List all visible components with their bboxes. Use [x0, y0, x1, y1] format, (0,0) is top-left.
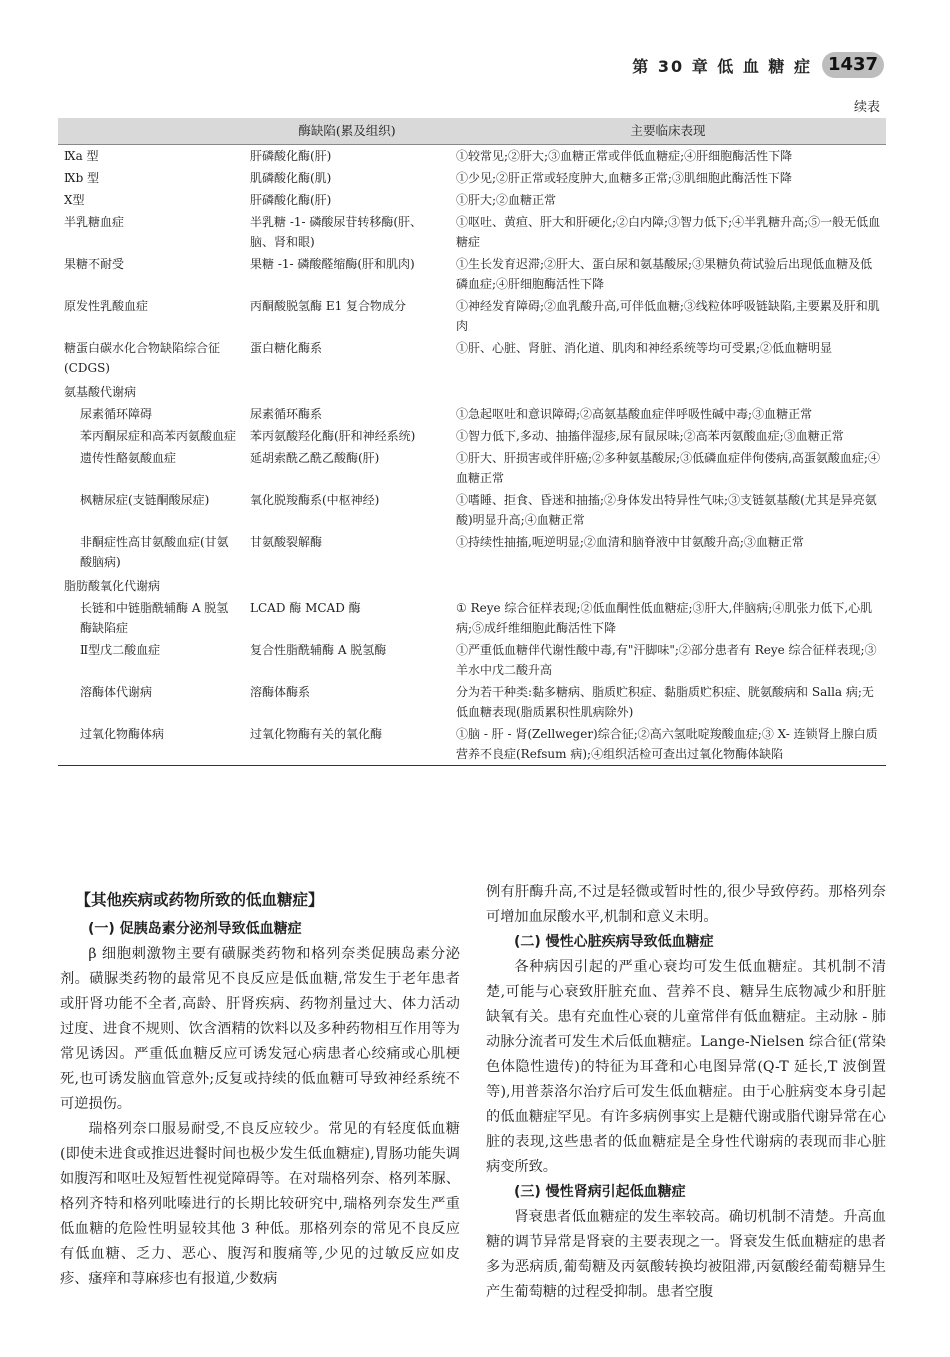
cell-disease: 溶酶体代谢病: [80, 685, 153, 699]
cell-disease: 过氧化物酶体病: [80, 727, 165, 741]
cell-enzyme: 延胡索酰乙酰乙酸酶(肝): [250, 451, 380, 465]
cell-disease: Ⅸa 型: [64, 149, 99, 163]
cell-disease: Ⅹ型: [64, 193, 85, 207]
cell-clinical: [450, 573, 886, 597]
paragraph: 各种病因引起的严重心衰均可发生低血糖症。其机制不清楚,可能与心衰致肝脏充血、营养不良、糖异生底物减少和肝脏缺氧有关。患有充血性心衰的儿童常伴有低血糖症。主动脉 - 肺动脉分流者可发生术后低血糖症。Lange-Nielsen 综合征(常染色体隐性遗传)的特征为耳聋和心电图异常(Q-T 延长,T 波倒置等),用普萘洛尔治疗后可发生低血糖症。由于心脏病变本身引起的低血糖症罕见。有许多病例事实上是糖代谢或脂代谢异常在心脏的表现,这些患者的低血糖症是全身性代谢病的表现而非心脏病变所致。: [486, 959, 886, 1175]
table-header-row: [58, 118, 886, 145]
cell-clinical: ①智力低下,多动、抽搐伴湿疹,尿有鼠尿味;②高苯丙氨酸血症;③血糖正常: [456, 429, 844, 443]
paragraph: 瑞格列奈口服易耐受,不良反应较少。常见的有轻度低血糖(即使未进食或推迟进餐时间也极少发生低血糖症),胃肠功能失调如腹泻和呕吐及短暂性视觉障碍等。在对瑞格列奈、格列苯脲、格列齐特和格列吡嗪进行的长期比较研究中,瑞格列奈发生严重低血糖的危险性明显较其他 3 种低。那格列奈的常见不良反应有低血糖、乏力、恶心、腹泻和腹痛等,少见的过敏反应如皮疹、瘙痒和荨麻疹也有报道,少数病: [60, 1121, 460, 1287]
cell-clinical: ①急起呕吐和意识障碍;②高氨基酸血症伴呼吸性碱中毒;③血糖正常: [456, 407, 813, 421]
table-row: [58, 189, 886, 211]
table-row: [58, 337, 886, 379]
cell-enzyme: LCAD 酶 MCAD 酶: [250, 601, 361, 615]
cell-enzyme: 尿素循环酶系: [250, 407, 323, 421]
cell-clinical: ①少见;②肝正常或轻度肿大,血糖多正常;③肌细胞此酶活性下降: [456, 171, 792, 185]
table-row: [58, 639, 886, 681]
article-left-column: [60, 880, 460, 1292]
table-row: [58, 253, 886, 295]
table-row: [58, 211, 886, 253]
cell-clinical: ①严重低血糖伴代谢性酸中毒,有"汗脚味";②部分患者有 Reye 综合征样表现;③羊水中戊二酸升高: [456, 643, 877, 677]
table-row: [58, 447, 886, 489]
cell-disease: 遗传性酪氨酸血症: [80, 451, 177, 465]
cell-clinical: ①较常见;②肝大;③血糖正常或伴低血糖症;④肝细胞酶活性下降: [456, 149, 793, 163]
subsection-title: (三) 慢性肾病引起低血糖症: [514, 1184, 686, 1200]
table-row: [58, 531, 886, 573]
paragraph: 肾衰患者低血糖症的发生率较高。确切机制不清楚。升高血糖的调节异常是肾衰的主要表现之一。肾衰发生低血糖症的患者多为恶病质,葡萄糖及丙氨酸转换均被阻滞,丙氨酸经葡萄糖异生产生葡萄糖的过程受抑制。患者空腹: [486, 1209, 886, 1300]
chapter-title: 第 30 章 低 血 糖 症: [632, 57, 812, 76]
cell-clinical: ①持续性抽搐,呃逆明显;②血清和脑脊液中甘氨酸升高;③血糖正常: [456, 535, 804, 549]
cell-disease: 原发性乳酸血症: [64, 299, 149, 313]
cell-enzyme: 过氧化物酶有关的氧化酶: [250, 727, 383, 741]
section-title: 【其他疾病或药物所致的低血糖症】: [75, 891, 324, 909]
cell-clinical: ① Reye 综合征样表现;②低血酮性低血糖症;③肝大,伴脑病;④肌张力低下,心肌病;⑤成纤维细胞此酶活性下降: [456, 601, 873, 635]
table-row: [58, 403, 886, 425]
cell-enzyme: 肝磷酸化酶(肝): [250, 149, 332, 163]
table-row: [58, 723, 886, 765]
cell-enzyme: 氧化脱羧酶系(中枢神经): [250, 493, 380, 507]
cell-clinical: ①神经发育障碍;②血乳酸升高,可伴低血糖;③线粒体呼吸链缺陷,主要累及肝和肌肉: [456, 299, 880, 333]
page-header: [0, 48, 950, 84]
continued-label: 续表: [853, 100, 880, 115]
cell-enzyme: 溶酶体酶系: [250, 685, 311, 699]
cell-clinical: 分为若干种类:黏多糖病、脂质贮积症、黏脂质贮积症、胱氨酸病和 Salla 病;无低血糖表现(脂质累积性肌病除外): [456, 685, 874, 719]
table-header-enzyme: 酶缺陷(累及组织): [244, 118, 450, 145]
cell-enzyme: 苯丙氨酸羟化酶(肝和神经系统): [250, 429, 416, 443]
enzyme-table: [58, 118, 886, 766]
cell-clinical: ①脑 - 肝 - 肾(Zellweger)综合征;②高六氢吡啶羧酸血症;③ X- 连锁肾上腺白质营养不良症(Refsum 病);④组织活检可查出过氧化物酶体缺陷: [456, 727, 878, 761]
cell-disease: Ⅱ型戊二酸血症: [80, 643, 161, 657]
cell-disease: 氨基酸代谢病: [64, 385, 137, 399]
cell-enzyme: [244, 379, 450, 403]
cell-disease: 果糖不耐受: [64, 257, 125, 271]
cell-disease: 尿素循环障碍: [80, 407, 153, 421]
cell-clinical: ①肝、心脏、肾脏、消化道、肌肉和神经系统等均可受累;②低血糖明显: [456, 341, 833, 355]
cell-disease: 非酮症性高甘氨酸血症(甘氨酸脑病): [80, 535, 229, 569]
cell-clinical: ①嗜睡、拒食、昏迷和抽搐;②身体发出特异性气味;③支链氨基酸(尤其是异亮氨酸)明显升高;④血糖正常: [456, 493, 877, 527]
cell-enzyme: 复合性脂酰辅酶 A 脱氢酶: [250, 643, 387, 657]
subsection-title: (一) 促胰岛素分泌剂导致低血糖症: [88, 921, 302, 937]
cell-disease: 半乳糖血症: [64, 215, 125, 229]
cell-clinical: [450, 379, 886, 403]
cell-enzyme: 肌磷酸化酶(肌): [250, 171, 332, 185]
table-body: [58, 145, 886, 766]
table-row: [58, 597, 886, 639]
subsection-title: (二) 慢性心脏疾病导致低血糖症: [514, 934, 714, 950]
paragraph: 例有肝酶升高,不过是轻微或暂时性的,很少导致停药。那格列奈可增加血尿酸水平,机制和意义未明。: [486, 884, 886, 925]
table-row: [58, 489, 886, 531]
table-row: [58, 425, 886, 447]
cell-disease: Ⅸb 型: [64, 171, 100, 185]
cell-clinical: ①生长发育迟滞;②肝大、蛋白尿和氨基酸尿;③果糖负荷试验后出现低血糖及低磷血症;④肝细胞酶活性下降: [456, 257, 873, 291]
table-header-clinical: 主要临床表现: [450, 118, 886, 145]
cell-disease: 苯丙酮尿症和高苯丙氨酸血症: [80, 429, 237, 443]
cell-enzyme: [244, 573, 450, 597]
table-row: [58, 379, 886, 403]
table-row: [58, 681, 886, 723]
paragraph: β 细胞刺激物主要有磺脲类药物和格列奈类促胰岛素分泌剂。磺脲类药物的最常见不良反应是低血糖,常发生于老年患者或肝肾功能不全者,高龄、肝肾疾病、药物剂量过大、体力活动过度、进食不规则、饮含酒精的饮料以及多种药物相互作用等为常见诱因。严重低血糖反应可诱发冠心病患者心绞痛或心肌梗死,也可诱发脑血管意外;反复或持续的低血糖可导致神经系统不可逆损伤。: [60, 946, 460, 1112]
cell-enzyme: 果糖 -1- 磷酸醛缩酶(肝和肌肉): [250, 257, 415, 271]
table-row: [58, 145, 886, 168]
article-right-column: [486, 880, 886, 1305]
cell-enzyme: 丙酮酸脱氢酶 E1 复合物成分: [250, 299, 407, 313]
table-row: [58, 295, 886, 337]
page-number: 1437: [822, 52, 884, 78]
cell-disease: 糖蛋白碳水化合物缺陷综合征(CDGS): [64, 341, 221, 375]
cell-enzyme: 甘氨酸裂解酶: [250, 535, 323, 549]
table-row: [58, 167, 886, 189]
cell-enzyme: 蛋白糖化酶系: [250, 341, 323, 355]
cell-clinical: ①肝大、肝损害或伴肝癌;②多种氨基酸尿;③低磷血症伴佝偻病,高蛋氨酸血症;④血糖正常: [456, 451, 880, 485]
cell-clinical: ①呕吐、黄疸、肝大和肝硬化;②白内障;③智力低下;④半乳糖升高;⑤一般无低血糖症: [456, 215, 881, 249]
cell-disease: 长链和中链脂酰辅酶 A 脱氢酶缺陷症: [80, 601, 229, 635]
cell-clinical: ①肝大;②血糖正常: [456, 193, 557, 207]
cell-disease: 脂肪酸氧化代谢病: [64, 579, 161, 593]
table-header-disease: [58, 118, 244, 145]
table-row: [58, 573, 886, 597]
cell-enzyme: 肝磷酸化酶(肝): [250, 193, 332, 207]
cell-enzyme: 半乳糖 -1- 磷酸尿苷转移酶(肝、脑、肾和眼): [250, 215, 423, 249]
cell-disease: 枫糖尿症(支链酮酸尿症): [80, 493, 210, 507]
